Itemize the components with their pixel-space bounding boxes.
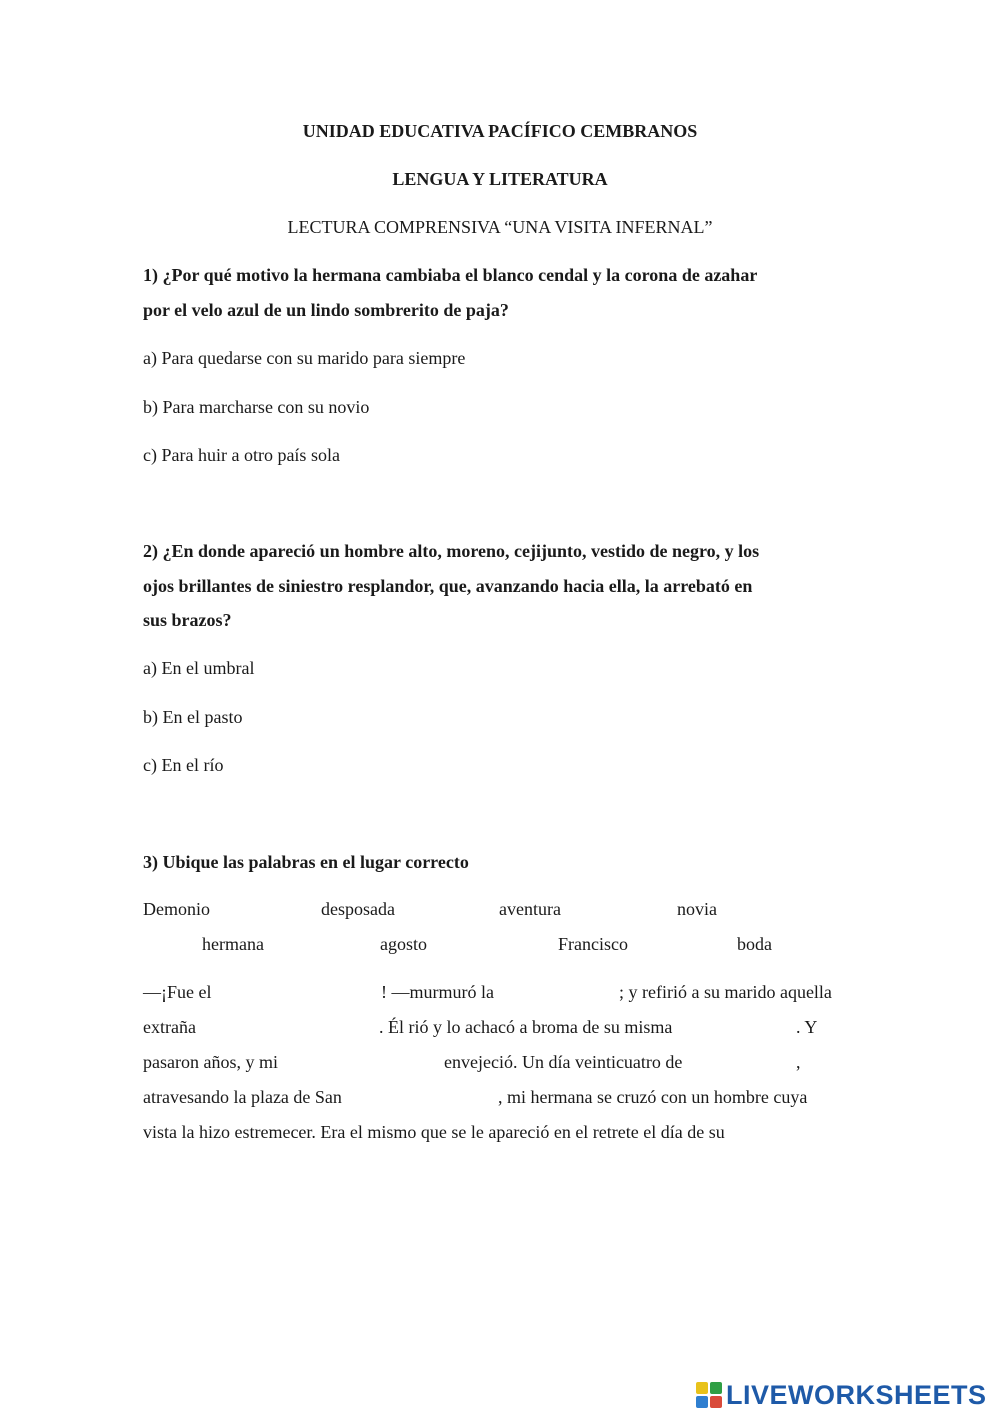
reading-title: LECTURA COMPRENSIVA “UNA VISITA INFERNAL” <box>287 217 713 237</box>
text-fragment: —¡Fue el <box>143 982 212 1002</box>
q1-option-a[interactable]: a) Para quedarse con su marido para siempre <box>143 348 466 368</box>
text-fragment: . Y <box>796 1017 818 1037</box>
text-fragment: ! —murmuró la <box>381 982 494 1002</box>
text-fragment: extraña <box>143 1017 196 1037</box>
q1-line-1: 1) ¿Por qué motivo la hermana cambiaba el blanco cendal y la corona de azahar <box>143 265 758 285</box>
drag-word[interactable]: desposada <box>321 899 395 919</box>
q1-line-2: por el velo azul de un lindo sombrerito de paja? <box>143 300 509 320</box>
text-fragment: atravesando la plaza de San <box>143 1087 342 1107</box>
q2-option-c[interactable]: c) En el río <box>143 755 224 775</box>
q2-line-3: sus brazos? <box>143 610 232 630</box>
drag-word[interactable]: novia <box>677 899 717 919</box>
text-fragment: ; y refirió a su marido aquella <box>619 982 832 1002</box>
subject-title: LENGUA Y LITERATURA <box>392 169 608 189</box>
school-title: UNIDAD EDUCATIVA PACÍFICO CEMBRANOS <box>302 121 698 141</box>
brand-name: LIVEWORKSHEETS <box>726 1379 987 1410</box>
liveworksheets-icon <box>696 1382 722 1408</box>
drag-word[interactable]: Demonio <box>143 899 210 919</box>
text-fragment: envejeció. Un día veinticuatro de <box>444 1052 683 1072</box>
q2-option-b[interactable]: b) En el pasto <box>143 707 243 727</box>
drag-word[interactable]: aventura <box>499 899 561 919</box>
q1-option-b[interactable]: b) Para marcharse con su novio <box>143 397 370 417</box>
text-fragment: , <box>796 1052 801 1072</box>
text-fragment: vista la hizo estremecer. Era el mismo que se le apareció en el retrete el día de su <box>143 1122 725 1142</box>
text-fragment: . Él rió y lo achacó a broma de su misma <box>379 1017 673 1037</box>
text-fragment: pasaron años, y mi <box>143 1052 278 1072</box>
q2-option-a[interactable]: a) En el umbral <box>143 658 255 678</box>
q2-line-1: 2) ¿En donde apareció un hombre alto, moreno, cejijunto, vestido de negro, y los <box>143 541 760 561</box>
drag-word[interactable]: hermana <box>202 934 264 954</box>
q2-line-2: ojos brillantes de siniestro resplandor, que, avanzando hacia ella, la arrebató en <box>143 576 753 596</box>
liveworksheets-logo[interactable] <box>696 1378 987 1412</box>
text-fragment: , mi hermana se cruzó con un hombre cuya <box>498 1087 808 1107</box>
q1-option-c[interactable]: c) Para huir a otro país sola <box>143 445 340 465</box>
drag-word[interactable]: Francisco <box>558 934 628 954</box>
drag-word[interactable]: boda <box>737 934 772 954</box>
drag-word[interactable]: agosto <box>380 934 427 954</box>
q3-title: 3) Ubique las palabras en el lugar correcto <box>143 852 469 872</box>
